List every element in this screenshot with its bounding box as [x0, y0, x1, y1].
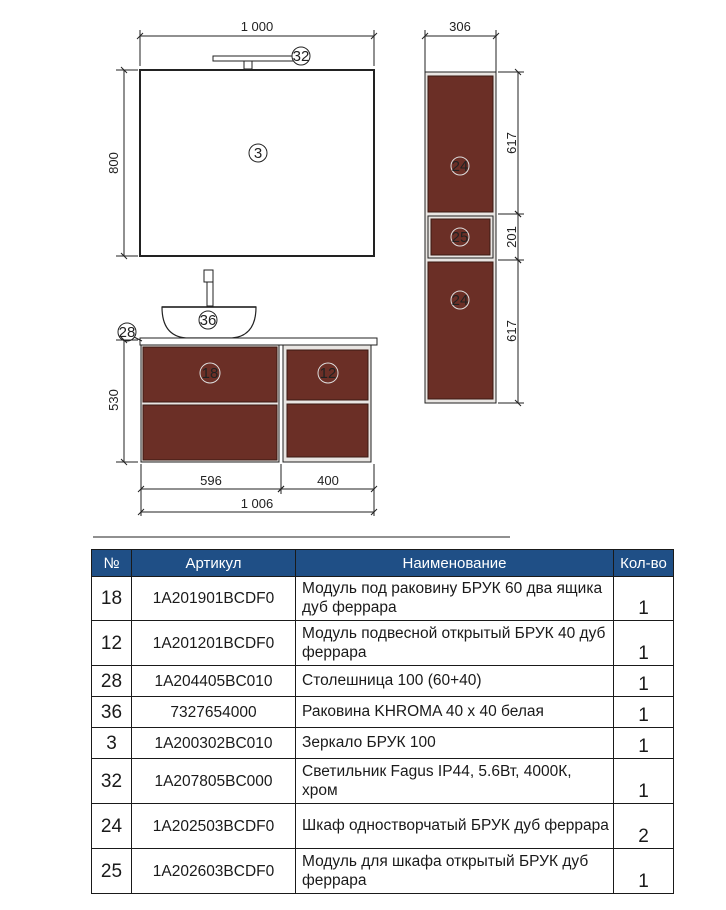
mirror-callout — [249, 144, 267, 162]
row-name: Зеркало БРУК 100 — [296, 728, 614, 759]
lamp-drawing — [213, 56, 293, 69]
row-num: 12 — [92, 621, 132, 666]
svg-text:36: 36 — [199, 312, 217, 329]
row-article: 1A207805BC000 — [132, 759, 296, 804]
lamp-callout — [292, 47, 310, 65]
svg-text:32: 32 — [292, 48, 310, 65]
svg-text:25: 25 — [451, 229, 469, 246]
mirror-width-label: 1 000 — [240, 19, 274, 34]
mirror-height-label: 800 — [106, 152, 121, 174]
table-row — [92, 621, 674, 666]
row-article: 1A200302BC010 — [132, 728, 296, 759]
cabinet-lower-label: 617 — [504, 320, 519, 342]
vanity-right-label: 400 — [317, 473, 339, 488]
cabinet-upper-label: 617 — [504, 132, 519, 154]
row-article: 1A201901BCDF0 — [132, 577, 296, 621]
row-qty: 1 — [614, 666, 674, 697]
svg-text:28: 28 — [118, 324, 136, 341]
table-row — [92, 804, 674, 849]
row-article: 1A204405BC010 — [132, 666, 296, 697]
table-row — [92, 759, 674, 804]
row-name: Шкаф одностворчатый БРУК дуб феррара — [296, 804, 614, 849]
row-article: 1A201201BCDF0 — [132, 621, 296, 666]
row-name: Столешница 100 (60+40) — [296, 666, 614, 697]
row-qty: 1 — [614, 577, 674, 621]
cabinet-width-label: 306 — [449, 19, 471, 34]
faucet-drawing — [204, 270, 213, 306]
row-article: 1A202503BCDF0 — [132, 804, 296, 849]
countertop-callout — [118, 323, 142, 341]
svg-text:12: 12 — [319, 365, 337, 382]
table-header-row — [92, 550, 674, 577]
svg-text:3: 3 — [253, 145, 263, 162]
cabinet-mid-callout — [451, 228, 469, 246]
cabinet-middle-label: 201 — [504, 226, 519, 248]
basin-callout — [199, 311, 217, 329]
specification-table — [91, 549, 674, 894]
vanity-total-label: 1 006 — [240, 496, 274, 511]
row-num: 28 — [92, 666, 132, 697]
row-qty: 1 — [614, 849, 674, 894]
vanity-module-callout — [200, 363, 220, 383]
table-row — [92, 577, 674, 621]
row-qty: 1 — [614, 697, 674, 728]
cabinet-width-dimension — [425, 30, 496, 72]
vanity-height-label: 530 — [106, 389, 121, 411]
row-num: 25 — [92, 849, 132, 894]
header-num: № — [92, 550, 132, 577]
row-num: 18 — [92, 577, 132, 621]
table-row — [92, 697, 674, 728]
row-name: Раковина KHROMA 40 x 40 белая — [296, 697, 614, 728]
mirror-drawing — [140, 70, 374, 256]
row-num: 32 — [92, 759, 132, 804]
row-name: Модуль подвесной открытый БРУК 40 дуб феррара — [296, 621, 614, 666]
row-name: Светильник Fagus IP44, 5.6Вт, 4000К, хром — [296, 759, 614, 804]
table-row — [92, 666, 674, 697]
table-row — [92, 728, 674, 759]
row-article: 1A202603BCDF0 — [132, 849, 296, 894]
countertop-drawing — [140, 338, 377, 345]
row-qty: 1 — [614, 759, 674, 804]
header-qty: Кол-во — [614, 550, 674, 577]
row-name: Модуль под раковину БРУК 60 два ящика дуб феррара — [296, 577, 614, 621]
cabinet-top-callout — [451, 157, 469, 175]
header-name: Наименование — [296, 550, 614, 577]
row-qty: 2 — [614, 804, 674, 849]
open-module-callout — [318, 363, 338, 383]
cabinet-bottom-callout — [451, 291, 469, 309]
header-article: Артикул — [132, 550, 296, 577]
svg-text:24: 24 — [451, 158, 469, 175]
row-num: 36 — [92, 697, 132, 728]
row-name: Модуль для шкафа открытый БРУК дуб феррара — [296, 849, 614, 894]
table-row — [92, 849, 674, 894]
svg-text:24: 24 — [451, 292, 469, 309]
row-qty: 1 — [614, 621, 674, 666]
row-num: 24 — [92, 804, 132, 849]
svg-text:18: 18 — [201, 365, 219, 382]
row-num: 3 — [92, 728, 132, 759]
row-article: 7327654000 — [132, 697, 296, 728]
vanity-left-label: 596 — [200, 473, 222, 488]
row-qty: 1 — [614, 728, 674, 759]
